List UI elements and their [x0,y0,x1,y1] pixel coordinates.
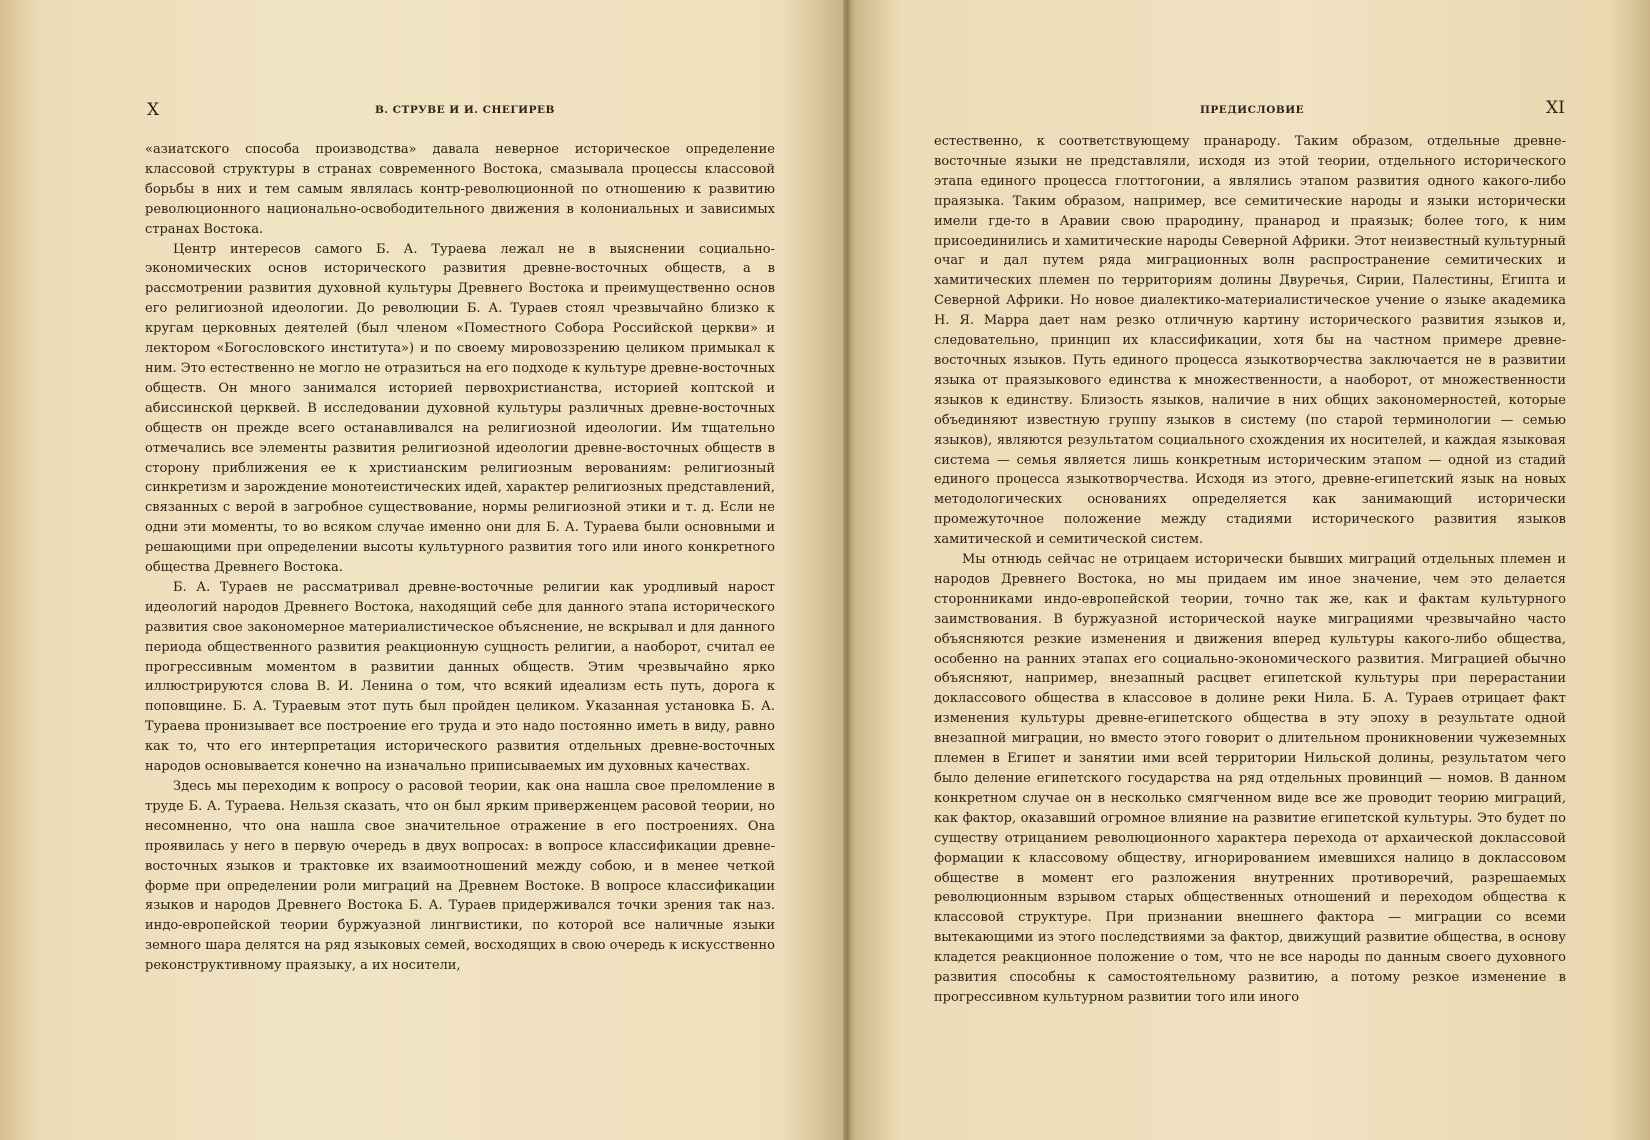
paragraph: естественно, к соответствующему пранароду. Таким образом, отдельные древне-восточные языки не представляли, исходя из этой теории, отдельного исторического этапа единого процесса глоттогонии, а являлись этапом развития одного какого-либо праязыка. Таким образом, например, все семитические народы и языки исторически имели где-то в Аравии свою прародину, пранарод и праязык; более того, к ним присоединились и хамитические народы Северной Африки. Этот неизвестный культурный очаг и дал путем ряда миграционных волн распространение семитических и хамитических племен по территориям долины Двуречья, Сирии, Палестины, Египта и Северной Африки. Но новое диалектико-материалистическое учение о языке академика Н. Я. Марра дает нам резко отличную картину исторического развития языков и, следовательно, принцип их классификации, хотя бы на частном примере древне-восточных языков. Путь единого процесса языкотворчества заключается не в развитии языка от праязыкового единства к множественности, а наоборот, от множественности языков к единству. Близость языков, наличие в них общих закономерностей, которые объединяют известную группу языков в систему (по старой терминологии — семью языков), являются результатом социального схождения их носителей, и каждая языковая система — семья является лишь конкретным историческим этапом — одной из стадий единого процесса языкотворчества. Исходя из этого, древне-египетский язык на новых методологических основаниях определяется как занимающий исторически промежуточное положение между стадиями исторического развития языков хамитической и семитической систем. [934,134,1566,548]
paragraph: Мы отнюдь сейчас не отрицаем исторически бывших миграций отдельных племен и народов Древнего Востока, но мы придаем им иное значение, чем это делается сторонниками индо-европейской теории, точно так же, как и фактам культурного заимствования. В буржуазной исторической науке миграциями чрезвычайно часто объясняются резкие изменения и движения вперед культуры какого-либо общества, особенно на ранних этапах его социально-экономического развития. Миграцией обычно объясняют, например, внезапный расцвет египетской культуры при перерастании доклассового общества в классовое в долине реки Нила. Б. А. Тураев отрицает факт изменения культуры древне-египетского общества в эту эпоху в результате одной внезапной миграции, но вместо этого говорит о длительном проникновении чужеземных племен в Египет и занятии ими всей территории Нильской долины, результатом чего было деление египетского государства на ряд отдельных провинций — номов. В данном конкретном случае он в несколько смягченном виде все же проводит теорию миграций, как фактор, оказавший огромное влияние на развитие египетской культуры. Это будет по существу отрицанием революционного характера перехода от архаической доклассовой формации к классовому обществу, игнорированием имевшихся налицо в доклассовом обществе в момент его разложения внутренних противоречий, разрешаемых революционным взрывом старых общественных отношений и переходом общества к классовой структуре. При признании внешнего фактора — миграции со всеми вытекающими из этого последствиями за фактор, движущий развитие общества, в основу кладется реакционное положение о том, что не все народы по данным своего духовного развития способны к самостоятельному развитию, а потому резкое изменение в прогрессивном культурном развитии того или иного [934,552,1566,1005]
right-page [850,0,1650,1140]
text-block [145,140,775,976]
paragraph: Здесь мы переходим к вопросу о расовой теории, как она нашла свое преломление в труде Б. А. Тураева. Нельзя сказать, что он был ярким приверженцем расовой теории, но несомненно, что она нашла свое значительное отражение в его построениях. Она проявилась у него в первую очередь в двух вопросах: в вопросе классификации древне-восточных языков и трактовке их взаимоотношений между собою, и в менее четкой форме при определении роли миграций на Древнем Востоке. В вопросе классификации языков и народов Древнего Востока Б. А. Тураев придерживался точки зрения так наз. индо-европейской теории буржуазной лингвистики, по которой все наличные языки земного шара делятся на ряд языковых семей, восходящих в свою очередь к искусственно реконструктивному праязыку, а их носители, [145,779,775,974]
text-block [934,132,1566,1008]
paragraph: «азиатского способа производства» давала неверное историческое определение классовой структуры в странах современного Востока, смазывала процессы классовой борьбы в них и тем самым являлась контр-революционной по отношению к развитию революционного национально-освободительного движения в колониальных и зависимых странах Востока. [145,142,775,237]
page-number: XI [1546,98,1565,118]
page-number: X [147,100,160,120]
paragraph: Центр интересов самого Б. А. Тураева лежал не в выяснении социально-экономических основ исторического развития древне-восточных обществ, а в рассмотрении развития духовной культуры Древнего Востока и преимущественно основ его религиозной идеологии. До революции Б. А. Тураев стоял чрезвычайно близко к кругам церковных деятелей (был членом «Поместного Собора Российской церкви» и лектором «Богословского института») и по своему мировоззрению целиком примыкал к ним. Это естественно не могло не отразиться на его подходе к культуре древне-восточных обществ. Он много занимался историей первохристианства, историей коптской и абиссинской церквей. В исследовании духовной культуры различных древне-восточных обществ он прежде всего останавливался на религиозной идеологии. Им тщательно отмечались все элементы развития религиозной идеологии древне-восточных обществ в сторону приближения ее к христианским религиозным верованиям: религиозный синкретизм и зарождение монотеистических идей, характер религиозных представлений, связанных с верой в загробное существование, нормы религиозной этики и т. д. Если не одни эти моменты, то во всяком случае именно они для Б. А. Тураева были основными и решающими при определении высоты культурного развития того или иного конкретного общества Древнего Востока. [145,241,775,576]
running-head: ПРЕДИСЛОВИЕ [1200,104,1305,116]
paragraph: Б. А. Тураев не рассматривал древне-восточные религии как уродливый нарост идеологий народов Древнего Востока, находящий себе для данного этапа исторического развития свое закономерное материалистическое объяснение, не вскрывал и для данного периода общественного развития реакционную сущность религии, а наоборот, считал ее прогрессивным моментом в развитии данных обществ. Этим чрезвычайно ярко иллюстрируются слова В. И. Ленина о том, что всякий идеализм есть путь, дорога к поповщине. Б. А. Тураевым этот путь был пройден целиком. Указанная установка Б. А. Тураева пронизывает все построение его труда и это надо постоянно иметь в виду, равно как то, что его интерпретация исторического развития отдельных древне-восточных народов основывается конечно на изначально приписываемых им духовных качествах. [145,579,775,775]
running-head: В. СТРУВЕ И И. СНЕГИРЕВ [375,104,555,116]
